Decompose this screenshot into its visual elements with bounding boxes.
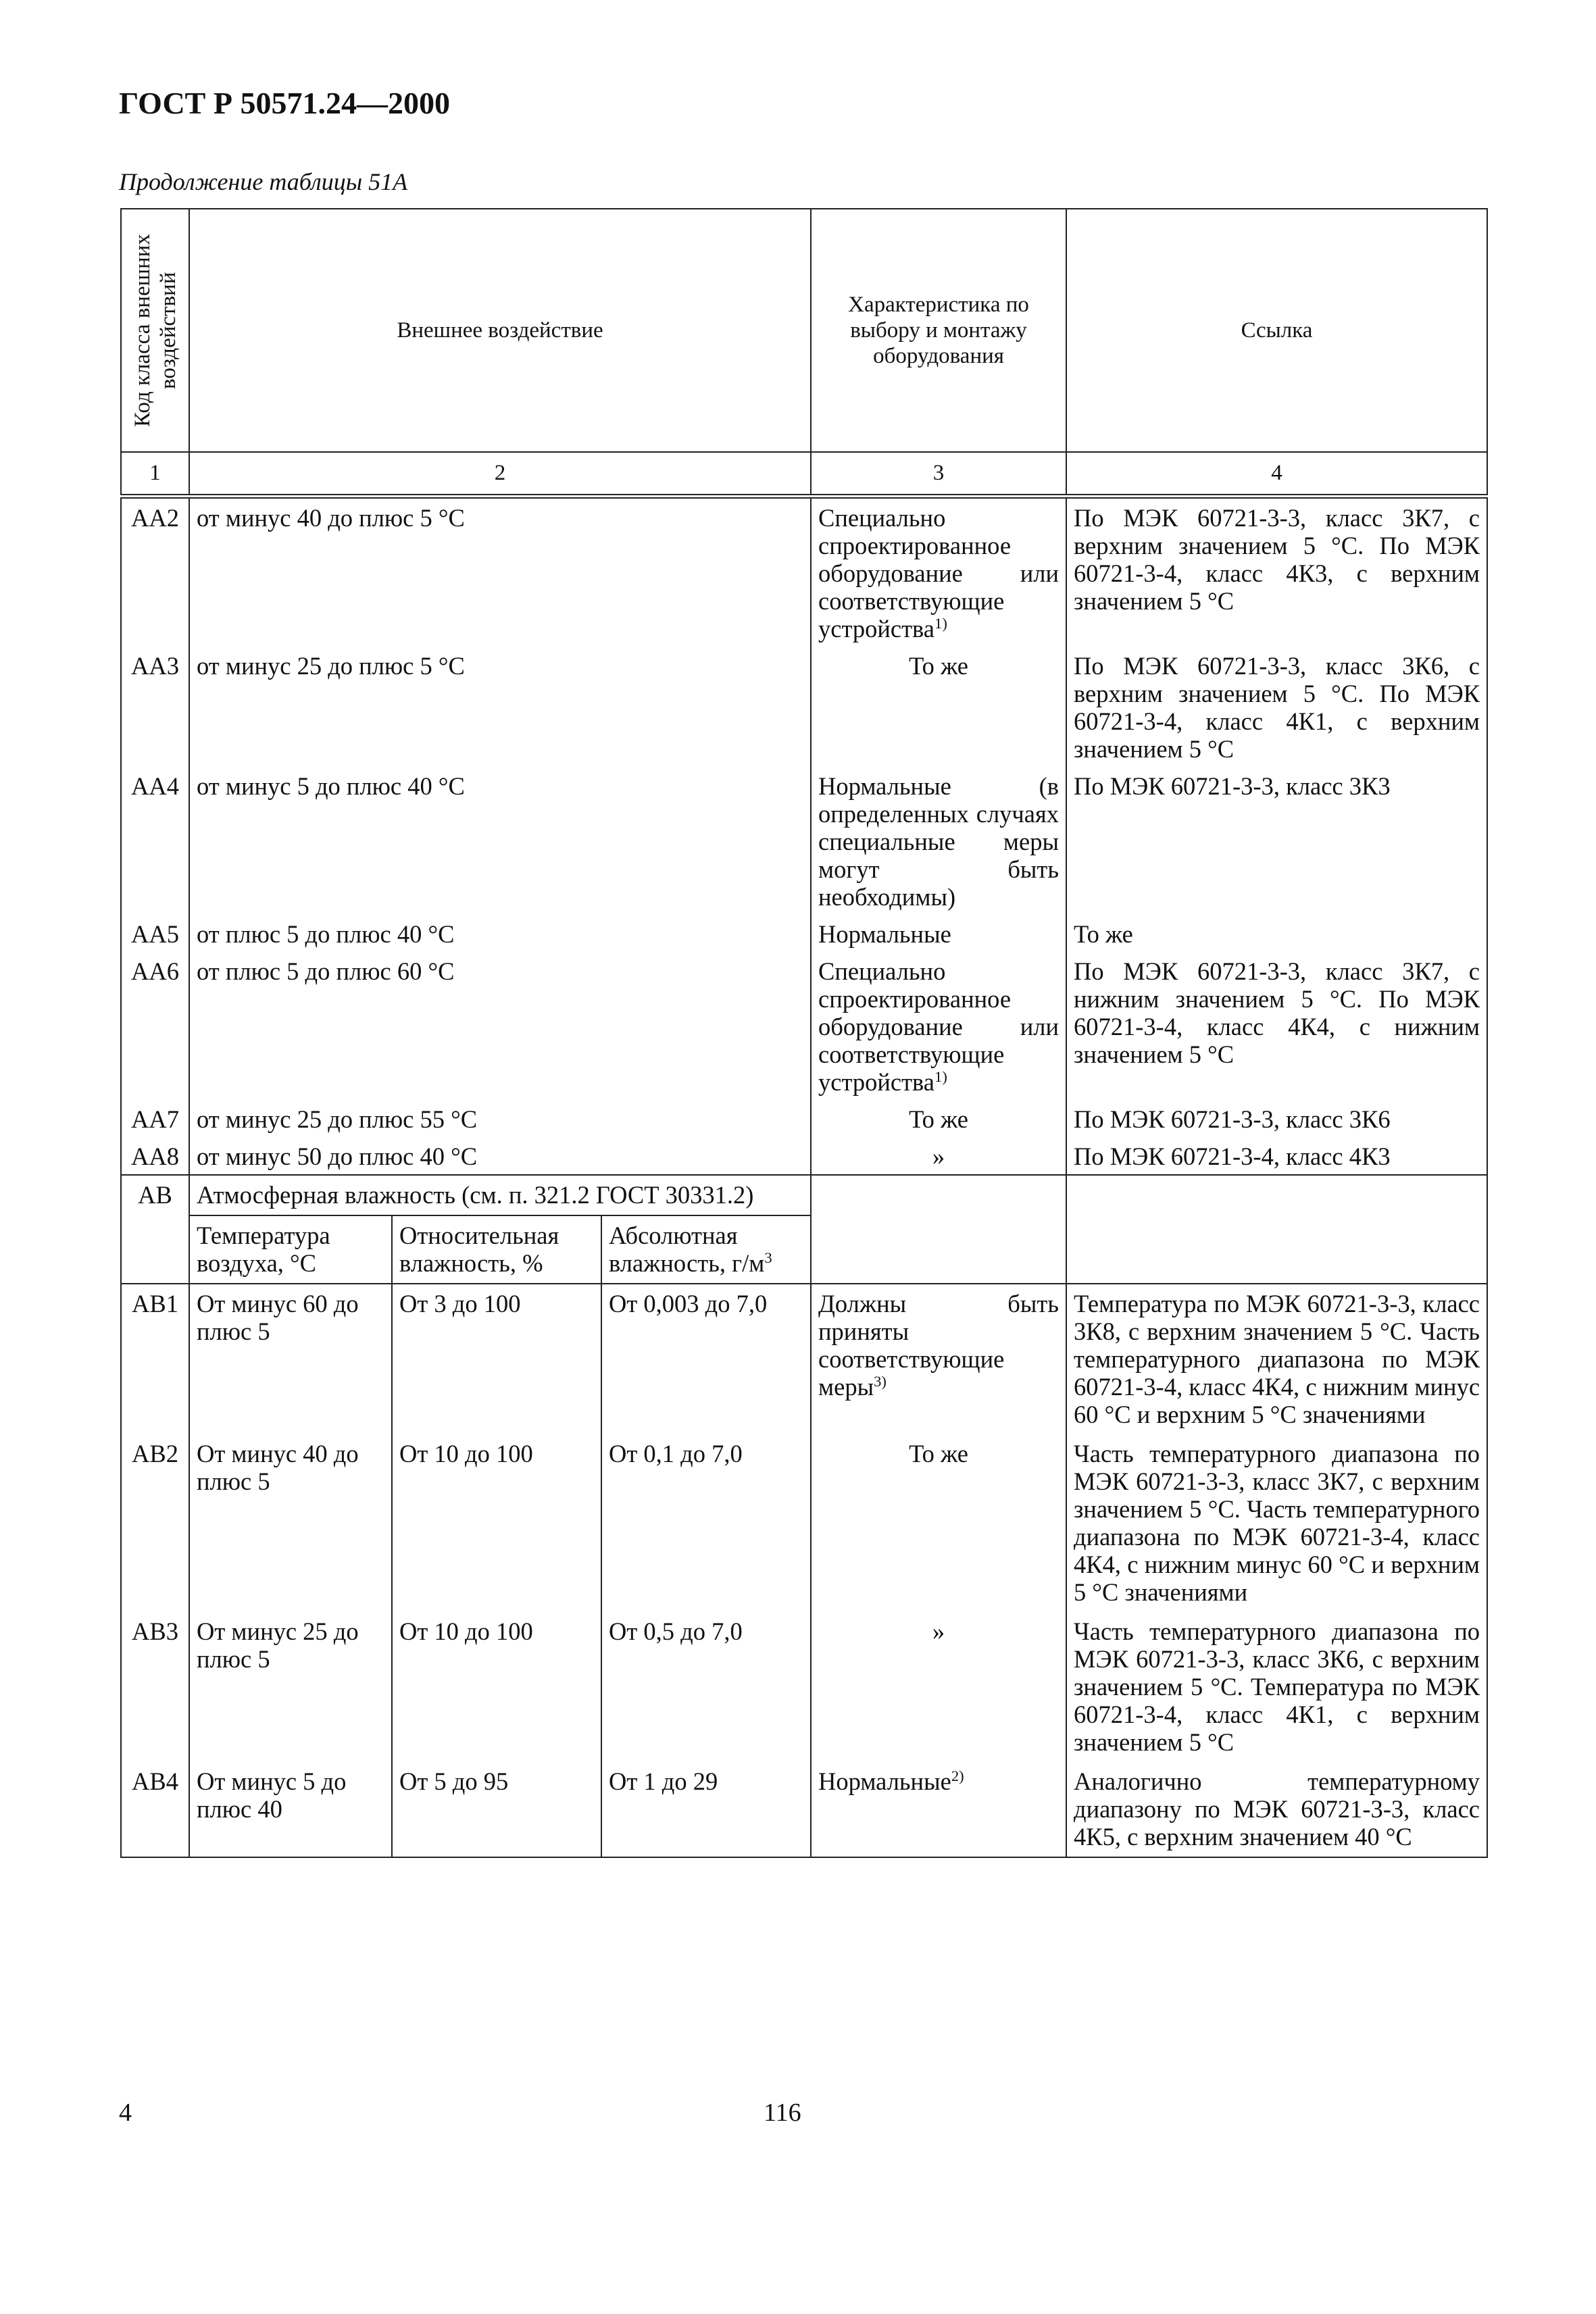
table-row	[121, 1284, 1487, 1434]
header-code: Код класса внешних воздействий	[121, 209, 189, 452]
table-header-row	[121, 209, 1487, 452]
row-code: АА6	[121, 952, 189, 1100]
row-code: АА2	[121, 497, 189, 647]
row-temperature: От минус 25 до плюс 5	[189, 1612, 392, 1762]
row-code: АА5	[121, 915, 189, 952]
subheader-absolute-humidity: Абсолютная влажность, $г/м^3$	[601, 1215, 811, 1284]
row-reference: Часть температурного диапазона по МЭК 60721-3-3, класс 3К6, с верхним значением 5 °С. Температура по МЭК 60721-3-4, класс 4К1, с верхним значением 5 °С	[1066, 1612, 1487, 1762]
row-code: АА3	[121, 647, 189, 767]
table-row	[121, 1434, 1487, 1612]
row-reference: Температура по МЭК 60721-3-3, класс 3К8, с верхним значением 5 °С. Часть температурного диапазона по МЭК 60721-3-4, класс 4К4, с нижним минус 60 °С и верхним 5 °С значениями	[1066, 1284, 1487, 1434]
table-row	[121, 1100, 1487, 1137]
table-row	[121, 1762, 1487, 1857]
empty-cell	[1066, 1175, 1487, 1284]
row-characteristic: Нормальные$^{2)}$	[811, 1762, 1066, 1857]
row-reference: Аналогично температурному диапазону по МЭК 60721-3-3, класс 4К5, с верхним значением 40 °С	[1066, 1762, 1487, 1857]
header-reference: Ссылка	[1066, 209, 1487, 452]
column-number: 4	[1066, 452, 1487, 497]
header-effect: Внешнее воздействие	[189, 209, 811, 452]
row-characteristic: »	[811, 1612, 1066, 1762]
row-characteristic: Должны быть приняты соответствующие меры$^{3)}$	[811, 1284, 1066, 1434]
row-code: АА8	[121, 1137, 189, 1175]
column-number: 3	[811, 452, 1066, 497]
row-code: АВ	[121, 1175, 189, 1284]
row-relative-humidity: От 10 до 100	[392, 1612, 601, 1762]
subheader-temperature: Температура воздуха, °С	[189, 1215, 392, 1284]
column-number-row	[121, 452, 1487, 497]
row-absolute-humidity: От 0,003 до 7,0	[601, 1284, 811, 1434]
row-characteristic: То же	[811, 1434, 1066, 1612]
row-temperature: От минус 5 до плюс 40	[189, 1762, 392, 1857]
row-effect: от минус 40 до плюс 5 °С	[189, 497, 811, 647]
column-number: 2	[189, 452, 811, 497]
footnote-mark: 1)	[934, 614, 947, 632]
row-relative-humidity: От 5 до 95	[392, 1762, 601, 1857]
footnote-mark: 3)	[874, 1372, 887, 1390]
empty-cell	[811, 1175, 1066, 1284]
footnote-mark: 2)	[951, 1767, 964, 1784]
table-row	[121, 497, 1487, 647]
subheader-relative-humidity: Относительная влажность, %	[392, 1215, 601, 1284]
row-reference: Часть температурного диапазона по МЭК 60721-3-3, класс 3К7, с верхним значением 5 °С. Часть температурного диапазона по МЭК 60721-3-4, класс 4К4, с нижним минус 60 °С и верхним 5 °С значениями	[1066, 1434, 1487, 1612]
row-characteristic: »	[811, 1137, 1066, 1175]
row-code: АВ3	[121, 1612, 189, 1762]
row-reference: То же	[1066, 915, 1487, 952]
row-characteristic: То же	[811, 1100, 1066, 1137]
row-temperature: От минус 40 до плюс 5	[189, 1434, 392, 1612]
row-effect: от минус 25 до плюс 5 °С	[189, 647, 811, 767]
row-absolute-humidity: От 1 до 29	[601, 1762, 811, 1857]
column-number: 1	[121, 452, 189, 497]
row-reference: По МЭК 60721-3-3, класс 3К7, с нижним значением 5 °С. По МЭК 60721-3-4, класс 4К4, с нижним значением 5 °С	[1066, 952, 1487, 1100]
table-row	[121, 1612, 1487, 1762]
table-row	[121, 767, 1487, 915]
group-title: Атмосферная влажность (см. п. 321.2 ГОСТ 30331.2)	[189, 1175, 811, 1215]
document-title: ГОСТ Р 50571.24—2000	[119, 86, 450, 120]
row-code: АВ2	[121, 1434, 189, 1612]
row-code: АВ1	[121, 1284, 189, 1434]
row-characteristic: Нормальные	[811, 915, 1066, 952]
footnote-mark: 1)	[934, 1067, 947, 1085]
row-relative-humidity: От 3 до 100	[392, 1284, 601, 1434]
row-characteristic: Специально спроектированное оборудование или соответствующие устройства$^{1)}$	[811, 497, 1066, 647]
row-absolute-humidity: От 0,5 до 7,0	[601, 1612, 811, 1762]
table-row	[121, 647, 1487, 767]
row-effect: от плюс 5 до плюс 40 °С	[189, 915, 811, 952]
row-effect: от минус 5 до плюс 40 °С	[189, 767, 811, 915]
table-continuation-caption: Продолжение таблицы 51А	[119, 168, 408, 195]
row-effect: от минус 25 до плюс 55 °С	[189, 1100, 811, 1137]
table-group-header-row	[121, 1175, 1487, 1215]
row-effect: от плюс 5 до плюс 60 °С	[189, 952, 811, 1100]
row-characteristic: Нормальные (в определенных случаях специальные меры могут быть необходимы)	[811, 767, 1066, 915]
page-number: 116	[764, 2098, 801, 2127]
table-row	[121, 915, 1487, 952]
row-effect: от минус 50 до плюс 40 °С	[189, 1137, 811, 1175]
row-temperature: От минус 60 до плюс 5	[189, 1284, 392, 1434]
header-characteristic: Характеристика по выбору и монтажу оборудования	[811, 209, 1066, 452]
table-row	[121, 952, 1487, 1100]
row-reference: По МЭК 60721-3-3, класс 3К6	[1066, 1100, 1487, 1137]
row-code: АА4	[121, 767, 189, 915]
table-row	[121, 1137, 1487, 1175]
table-51a	[120, 208, 1488, 1858]
row-reference: По МЭК 60721-3-3, класс 3К7, с верхним значением 5 °С. По МЭК 60721-3-4, класс 4К3, с верхним значением 5 °С	[1066, 497, 1487, 647]
row-code: АВ4	[121, 1762, 189, 1857]
row-characteristic: Специально спроектированное оборудование или соответствующие устройства$^{1)}$	[811, 952, 1066, 1100]
row-code: АА7	[121, 1100, 189, 1137]
footer-sheet-number: 4	[119, 2098, 132, 2127]
row-reference: По МЭК 60721-3-4, класс 4К3	[1066, 1137, 1487, 1175]
row-characteristic: То же	[811, 647, 1066, 767]
row-reference: По МЭК 60721-3-3, класс 3К6, с верхним значением 5 °С. По МЭК 60721-3-4, класс 4К1, с верхним значением 5 °С	[1066, 647, 1487, 767]
row-absolute-humidity: От 0,1 до 7,0	[601, 1434, 811, 1612]
row-reference: По МЭК 60721-3-3, класс 3К3	[1066, 767, 1487, 915]
row-relative-humidity: От 10 до 100	[392, 1434, 601, 1612]
